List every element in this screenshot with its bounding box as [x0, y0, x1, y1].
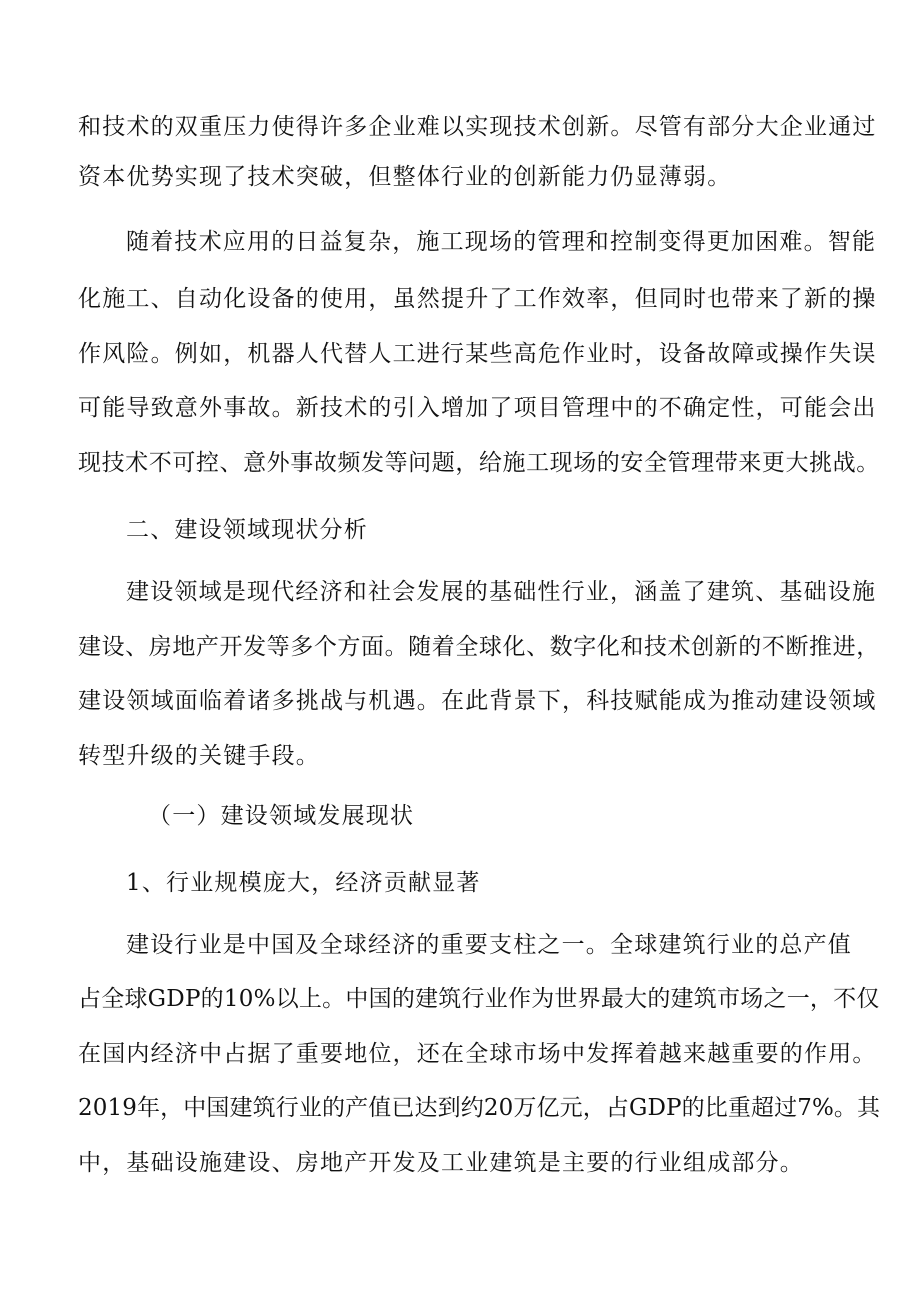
paragraph-line: 现技术不可控、意外事故频发等问题，给施工现场的安全管理带来更大挑战。 — [78, 450, 880, 476]
paragraph-line: 资本优势实现了技术突破，但整体行业的创新能力仍显薄弱。 — [78, 164, 732, 190]
paragraph-line: 建设领域面临着诸多挑战与机遇。在此背景下，科技赋能成为推动建设领域 — [78, 688, 877, 714]
paragraph-line: 2019年，中国建筑行业的产值已达到约20万亿元，占GDP的比重超过7%。其 — [78, 1095, 881, 1121]
section-heading: 二、建设领域现状分析 — [126, 517, 368, 543]
paragraph-line: 可能导致意外事故。新技术的引入增加了项目管理中的不确定性，可能会出 — [78, 395, 877, 421]
paragraph-line: 和技术的双重压力使得许多企业难以实现技术创新。尽管有部分大企业通过 — [78, 114, 877, 140]
paragraph-line: 建设领域是现代经济和社会发展的基础性行业，涵盖了建筑、基础设施 — [126, 579, 877, 605]
paragraph-line: 化施工、自动化设备的使用，虽然提升了工作效率，但同时也带来了新的操 — [78, 286, 877, 312]
paragraph-line: 作风险。例如，机器人代替人工进行某些高危作业时，设备故障或操作失误 — [78, 341, 877, 367]
paragraph-line: 随着技术应用的日益复杂，施工现场的管理和控制变得更加困难。智能 — [126, 229, 877, 255]
paragraph-line: 建设、房地产开发等多个方面。随着全球化、数字化和技术创新的不断推进， — [78, 634, 880, 660]
item-heading: 1、行业规模庞大，经济贡献显著 — [126, 870, 481, 896]
paragraph-line: 在国内经济中占据了重要地位，还在全球市场中发挥着越来越重要的作用。 — [78, 1041, 877, 1067]
subsection-heading: （一）建设领域发展现状 — [148, 803, 415, 829]
paragraph-line: 转型升级的关键手段。 — [78, 743, 320, 769]
paragraph-line: 中，基础设施建设、房地产开发及工业建筑是主要的行业组成部分。 — [78, 1150, 804, 1176]
paragraph-line: 建设行业是中国及全球经济的重要支柱之一。全球建筑行业的总产值 — [126, 932, 852, 958]
paragraph-line: 占全球GDP的10%以上。中国的建筑行业作为世界最大的建筑市场之一，不仅 — [78, 986, 880, 1012]
